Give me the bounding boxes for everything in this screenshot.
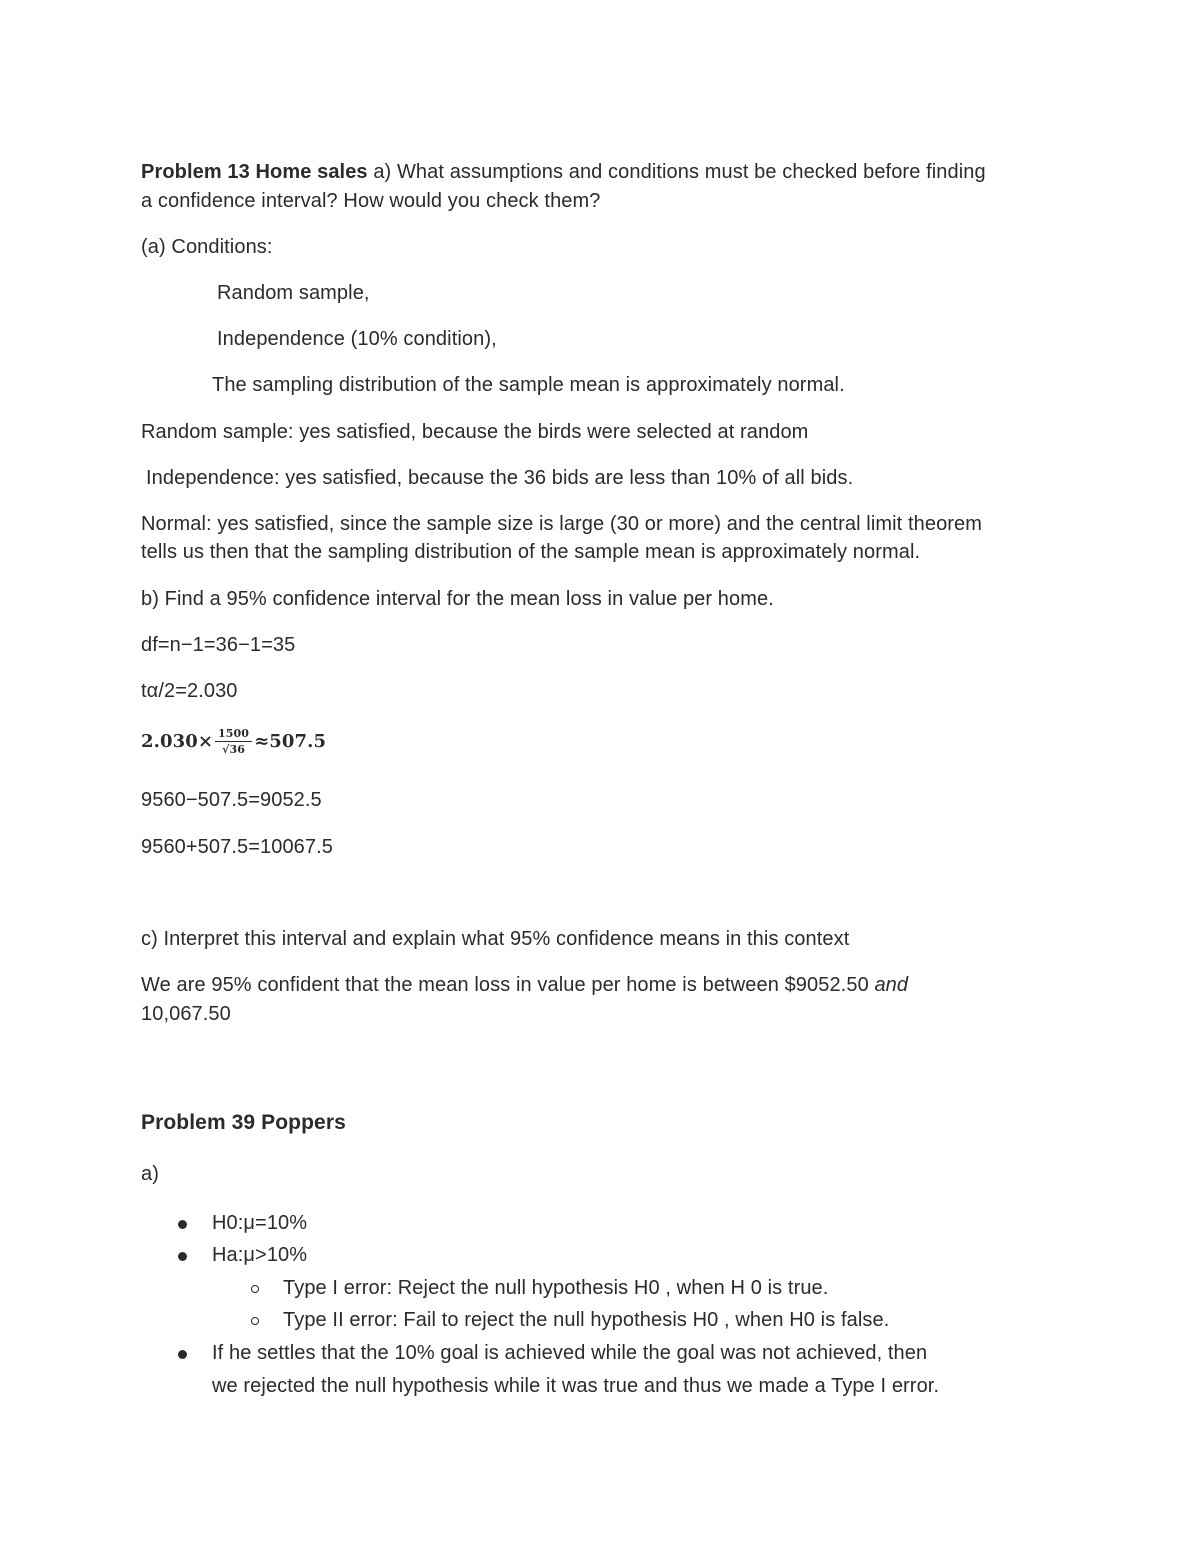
margin-of-error-formula bbox=[141, 727, 326, 756]
answer-c-line2: 10,067.50 bbox=[141, 1003, 231, 1025]
interval-lower: 9560−507.5=9052.5 bbox=[141, 789, 322, 811]
random-check: Random sample: yes satisfied, because the birds were selected at random bbox=[141, 421, 809, 443]
condition-random: Random sample, bbox=[217, 282, 370, 304]
independence-check: Independence: yes satisfied, because the 36 bids are less than 10% of all bids. bbox=[146, 467, 854, 489]
type2-error: Type II error: Fail to reject the null hypothesis H0 , when H0 is false. bbox=[283, 1309, 890, 1331]
formula-numerator: 1500 bbox=[215, 727, 252, 742]
condition-normal: The sampling distribution of the sample mean is approximately normal. bbox=[212, 374, 845, 396]
hollow-bullet-icon bbox=[251, 1317, 259, 1325]
interval-upper: 9560+507.5=10067.5 bbox=[141, 836, 333, 858]
question-a-text: a) What assumptions and conditions must be checked before finding bbox=[367, 161, 986, 183]
conditions-label: (a) Conditions: bbox=[141, 236, 273, 258]
problem39-part-a: a) bbox=[141, 1163, 159, 1185]
problem13-question-a-line1 bbox=[141, 158, 986, 187]
problem13-question-a-line2: a confidence interval? How would you check them? bbox=[141, 190, 601, 212]
problem13-title: Problem 13 Home sales bbox=[141, 161, 368, 183]
bullet-icon bbox=[178, 1252, 187, 1261]
condition-independence: Independence (10% condition), bbox=[217, 328, 497, 350]
formula-left: 2.030× bbox=[141, 731, 214, 752]
question-b: b) Find a 95% confidence interval for the mean loss in value per home. bbox=[141, 588, 774, 610]
formula-right: ≈507.5 bbox=[254, 731, 327, 752]
answer-c-line1 bbox=[141, 971, 908, 1000]
conclusion-line1: If he settles that the 10% goal is achieved while the goal was not achieved, then bbox=[212, 1342, 928, 1364]
formula-denominator: √36 bbox=[222, 743, 245, 756]
conclusion-line2: we rejected the null hypothesis while it was true and thus we made a Type I error. bbox=[212, 1375, 940, 1397]
question-c: c) Interpret this interval and explain what 95% confidence means in this context bbox=[141, 928, 850, 950]
answer-c-and: and bbox=[874, 974, 909, 996]
type1-error: Type I error: Reject the null hypothesis H0 , when H 0 is true. bbox=[283, 1277, 829, 1299]
formula-fraction bbox=[215, 727, 252, 756]
problem39-title: Problem 39 Poppers bbox=[141, 1111, 346, 1134]
normal-check-line1: Normal: yes satisfied, since the sample size is large (30 or more) and the central limit theorem bbox=[141, 513, 983, 535]
bullet-icon bbox=[178, 1220, 187, 1229]
null-hypothesis: H0:μ=10% bbox=[212, 1212, 308, 1234]
hollow-bullet-icon bbox=[251, 1285, 259, 1293]
t-critical-value: tα/2=2.030 bbox=[141, 680, 238, 702]
normal-check-line2: tells us then that the sampling distribution of the sample mean is approximately normal. bbox=[141, 541, 921, 563]
degrees-of-freedom: df=n−1=36−1=35 bbox=[141, 634, 296, 656]
answer-c-text: We are 95% confident that the mean loss in value per home is between $9052.50 bbox=[141, 974, 875, 996]
alternative-hypothesis: Ha:μ>10% bbox=[212, 1244, 308, 1266]
bullet-icon bbox=[178, 1350, 187, 1359]
